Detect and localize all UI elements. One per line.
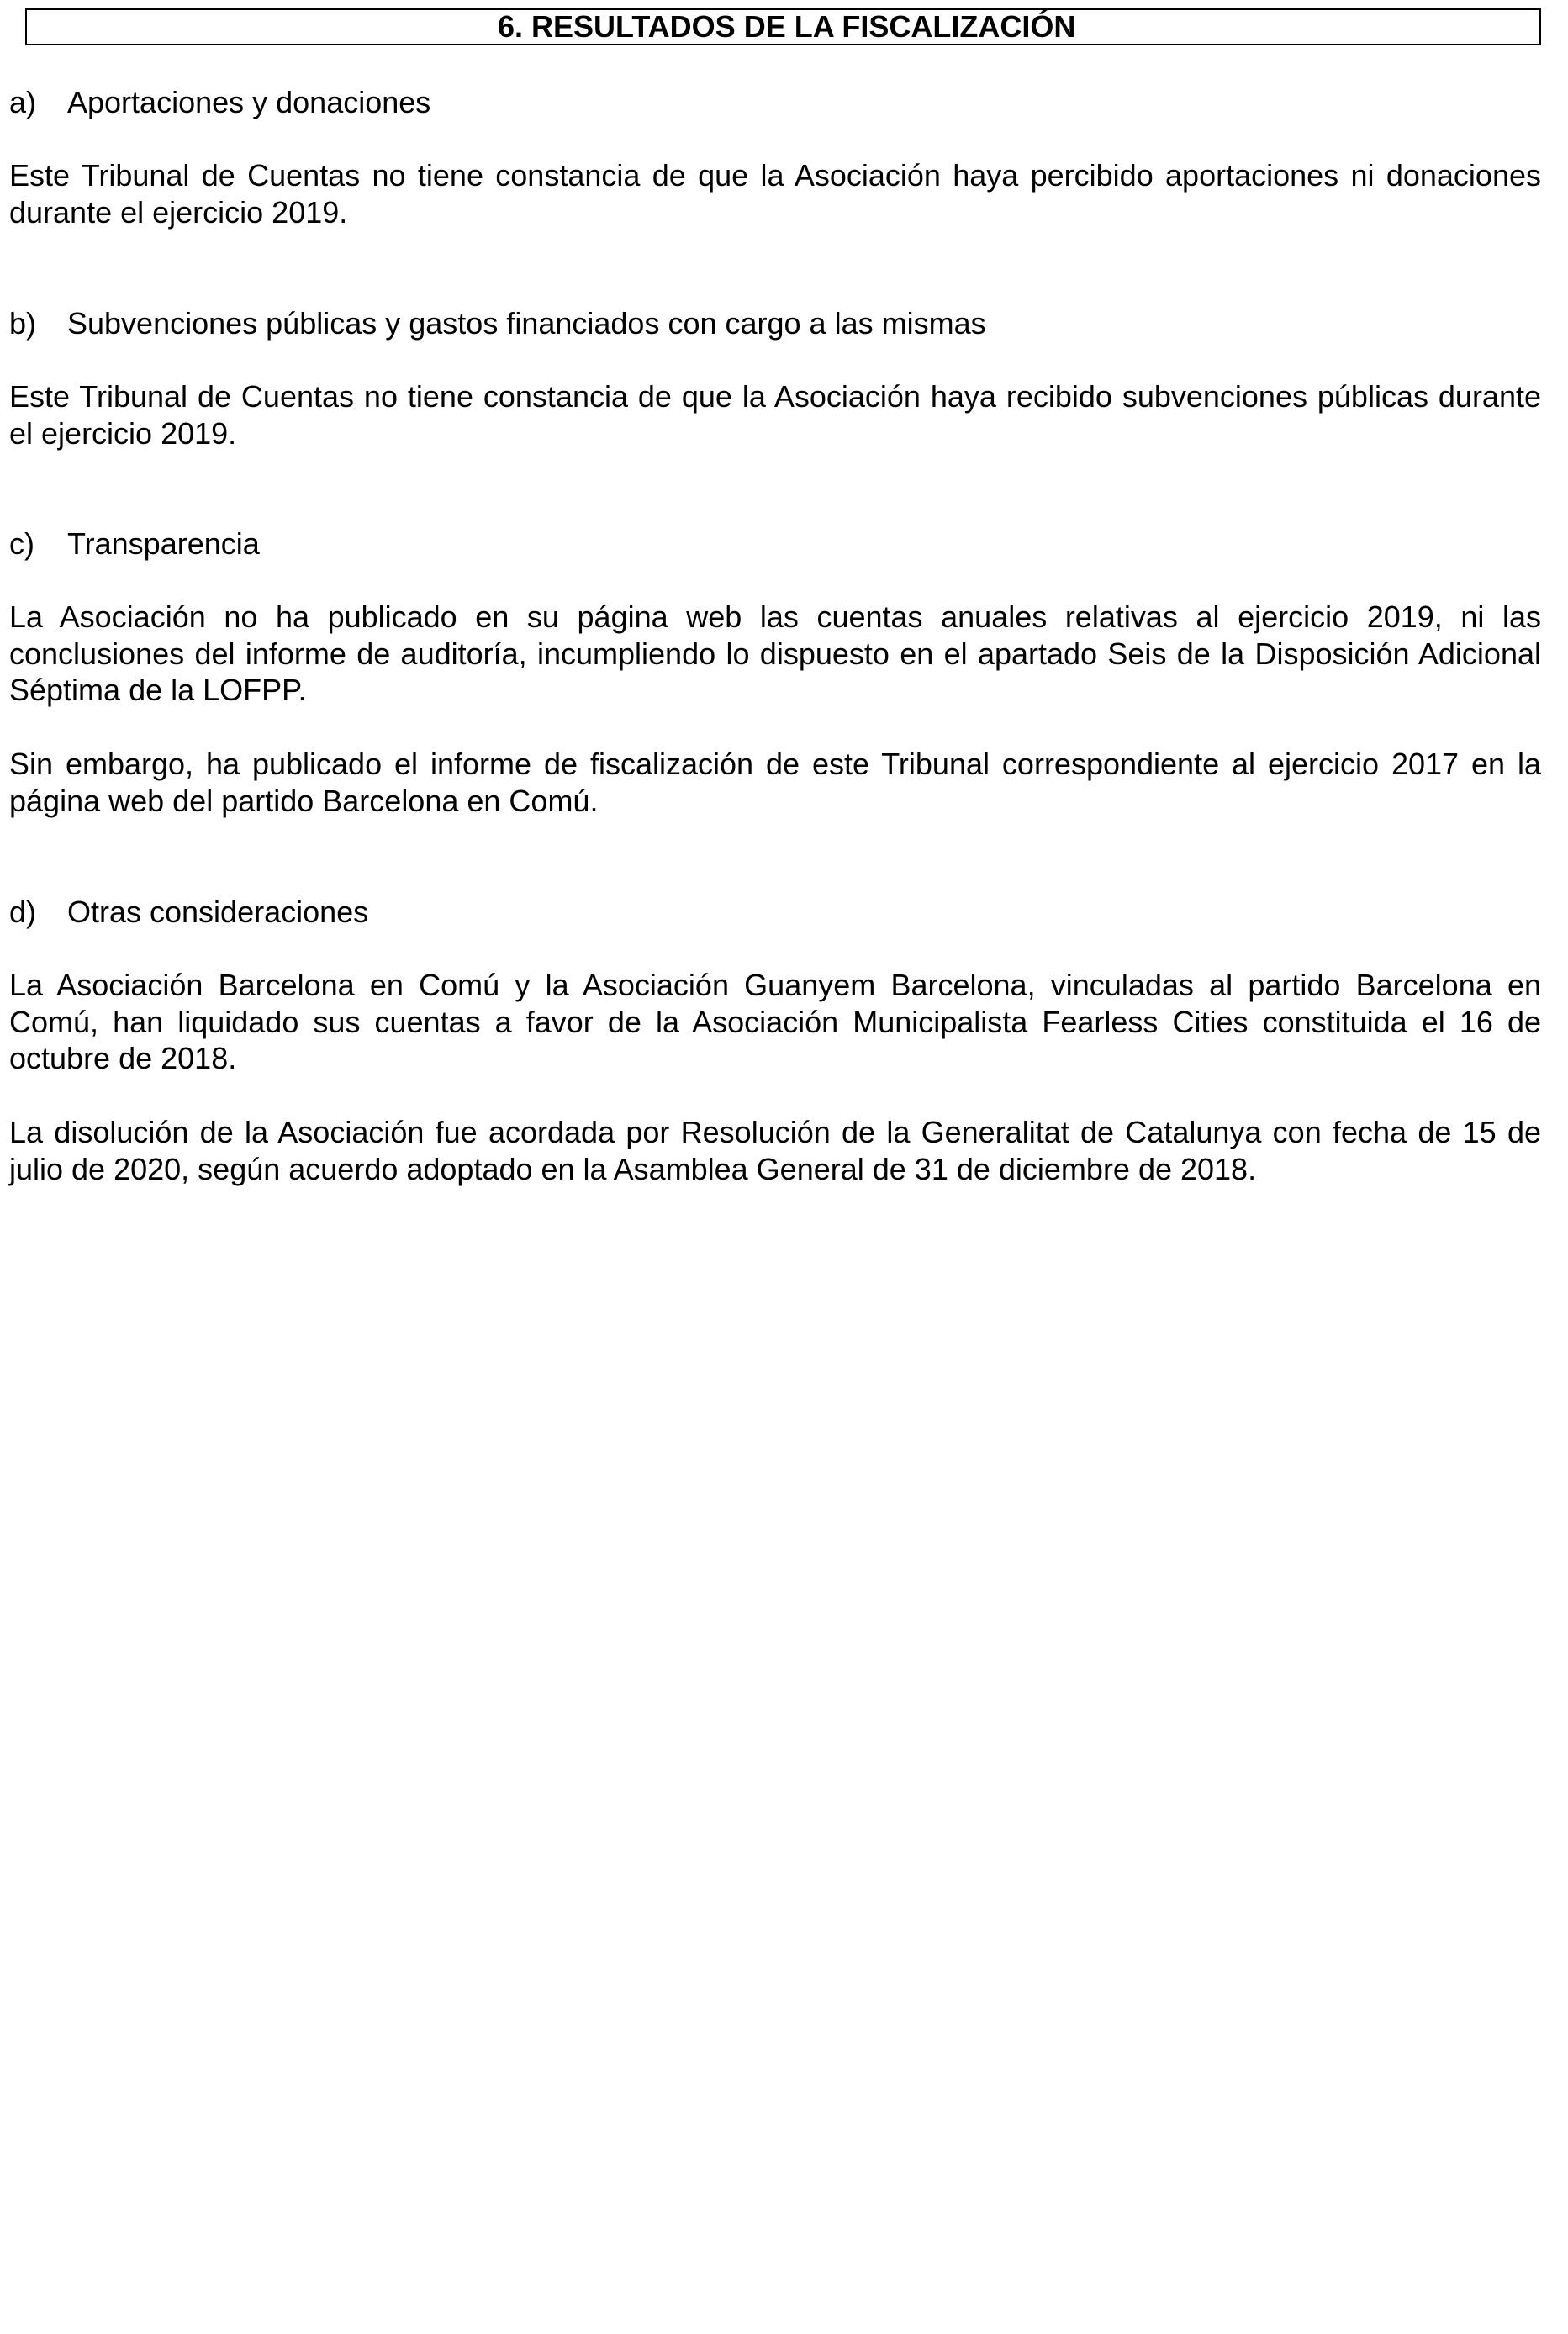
subsection-letter: d) bbox=[9, 895, 37, 929]
paragraph: Sin embargo, ha publicado el informe de fiscalización de este Tribunal correspondiente al ejercicio 2017 en la página web del partido Barcelona en Comú. bbox=[9, 747, 1541, 818]
subsection-heading-c bbox=[9, 525, 260, 562]
paragraph: Este Tribunal de Cuentas no tiene constancia de que la Asociación haya percibido aportaciones ni donaciones durante el ejercicio 2019. bbox=[9, 158, 1541, 230]
subsection-letter: b) bbox=[9, 306, 37, 341]
subsection-letter: c) bbox=[9, 526, 34, 561]
section-title: 6. RESULTADOS DE LA FISCALIZACIÓN bbox=[498, 9, 1076, 44]
paragraph: La disolución de la Asociación fue acordada por Resolución de la Generalitat de Catalunya con fecha de 15 de julio de 2020, según acuerdo adoptado en la Asamblea General de 31 de diciembre de 2018. bbox=[9, 1115, 1541, 1186]
paragraph: La Asociación no ha publicado en su página web las cuentas anuales relativas al ejercicio 2019, ni las conclusiones del informe de auditoría, incumpliendo lo dispuesto en el apartado Seis de la Disposición Adicional Séptima de la LOFPP. bbox=[9, 599, 1541, 707]
paragraph: La Asociación Barcelona en Comú y la Asociación Guanyem Barcelona, vinculadas al partido Barcelona en Comú, han liquidado sus cuentas a favor de la Asociación Municipalista Fearless Cities constituida el 16 de octubre de 2018. bbox=[9, 968, 1541, 1075]
section-title-box bbox=[25, 8, 1541, 45]
subsection-heading-a bbox=[9, 84, 430, 120]
subsection-heading-d bbox=[9, 894, 368, 930]
subsection-letter: a) bbox=[9, 85, 37, 119]
subsection-heading-b bbox=[9, 305, 986, 341]
subsection-title: Otras consideraciones bbox=[67, 895, 369, 929]
subsection-title: Aportaciones y donaciones bbox=[67, 85, 431, 119]
subsection-title: Subvenciones públicas y gastos financiados con cargo a las mismas bbox=[67, 306, 986, 341]
subsection-title: Transparencia bbox=[67, 526, 260, 561]
paragraph: Este Tribunal de Cuentas no tiene constancia de que la Asociación haya recibido subvenciones públicas durante el ejercicio 2019. bbox=[9, 379, 1541, 451]
